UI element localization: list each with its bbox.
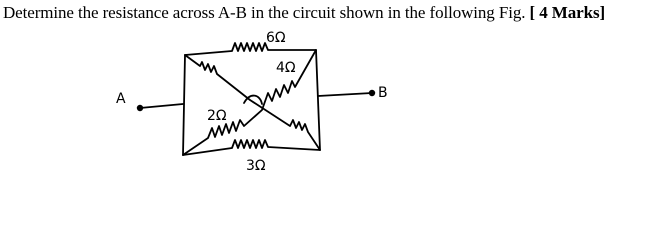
resistor-diag-up-label: 4Ω	[276, 60, 296, 76]
bottom-wire	[183, 140, 320, 155]
diagonal-down-wire	[185, 55, 320, 150]
top-wire	[185, 43, 316, 55]
marks-label: [ 4 Marks]	[529, 3, 606, 22]
rectangle-right-side	[316, 50, 320, 150]
resistor-top-label: 6Ω	[266, 30, 286, 46]
terminal-a-node	[137, 105, 143, 111]
terminal-b-node	[369, 90, 375, 96]
terminal-a-wire	[140, 104, 183, 108]
question-body: Determine the resistance across A-B in the circuit shown in the following Fig.	[3, 3, 526, 22]
resistor-diag-down-label: 2Ω	[207, 108, 227, 124]
terminal-b-wire	[318, 93, 372, 96]
terminal-a-label: A	[116, 91, 126, 107]
rectangle-left-side	[183, 55, 185, 155]
resistor-bottom-label: 3Ω	[246, 158, 266, 174]
terminal-b-label: B	[378, 85, 388, 101]
